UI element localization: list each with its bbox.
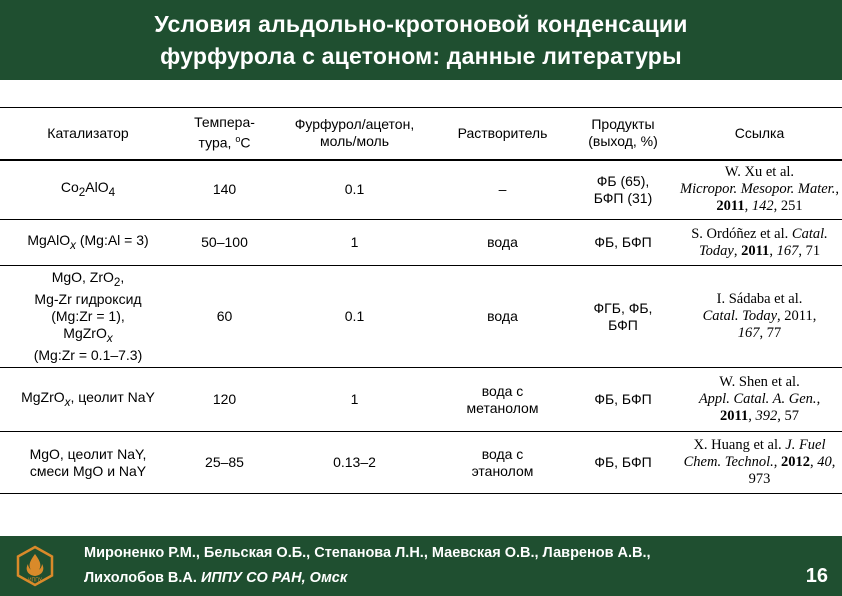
cell-catalyst: MgO, цеолит NaY, смеси MgO и NaY: [0, 432, 176, 494]
header-catalyst: Катализатор: [0, 108, 176, 160]
cell-solvent: вода с метанолом: [436, 368, 569, 432]
cell-temperature: 140: [176, 160, 273, 220]
header-products: Продукты (выход, %): [569, 108, 677, 160]
cell-temperature: 25–85: [176, 432, 273, 494]
table-header-row: [0, 108, 842, 160]
cell-catalyst: MgZrO$_x$, цеолит NaY: [0, 368, 176, 432]
cell-ratio: 0.1: [273, 266, 436, 368]
flame-hexagon-icon: [14, 545, 56, 587]
footer-authors-line-2: Лихолобов В.А. ИППУ СО РАН, Омск: [84, 570, 348, 586]
cell-ratio: 0.13–2: [273, 432, 436, 494]
page-number: 16: [805, 565, 828, 587]
cell-solvent: вода: [436, 220, 569, 266]
cell-reference: W. Xu et al. Micropor. Mesopor. Mater., 2011, 142, 251: [677, 160, 842, 220]
cell-ratio: 1: [273, 368, 436, 432]
header-reference: Ссылка: [677, 108, 842, 160]
cell-catalyst: $Co_2AlO_4$: [0, 160, 176, 220]
cell-temperature: 120: [176, 368, 273, 432]
cell-temperature: 60: [176, 266, 273, 368]
cell-reference: X. Huang et al. J. Fuel Chem. Technol., 2012, 40, 973: [677, 432, 842, 494]
cell-products: ФГБ, ФБ, БФП: [569, 266, 677, 368]
cell-products: ФБ (65), БФП (31): [569, 160, 677, 220]
slide-title-line-2: фурфурола с ацетоном: данные литературы: [160, 43, 682, 69]
cell-products: ФБ, БФП: [569, 368, 677, 432]
logo-text: ИППУ: [28, 577, 42, 584]
header-ratio: Фурфурол/ацетон, моль/моль: [273, 108, 436, 160]
cell-reference: S. Ordóñez et al. Catal. Today, 2011, 167, 71: [677, 220, 842, 266]
slide-title-line-1: Условия альдольно-кротоновой конденсации: [154, 11, 688, 37]
literature-table: [0, 107, 842, 494]
cell-solvent: вода: [436, 266, 569, 368]
cell-catalyst: MgAlO$_x$ (Mg:Al = 3): [0, 220, 176, 266]
footer-authors-line-1: Мироненко Р.М., Бельская О.Б., Степанова Л.Н., Маевская О.В., Лавренов А.В.,: [84, 545, 651, 561]
header-temperature: Темпера- тура, $^о$С: [176, 108, 273, 160]
table-row: [0, 368, 842, 432]
cell-temperature: 50–100: [176, 220, 273, 266]
footer-institute: ИППУ СО РАН, Омск: [200, 570, 348, 586]
header-solvent: Растворитель: [436, 108, 569, 160]
cell-catalyst: MgO, ZrO$_2$, Mg-Zr гидроксид (Mg:Zr = 1), MgZrO$_x$ (Mg:Zr = 0.1–7.3): [0, 266, 176, 368]
cell-solvent: –: [436, 160, 569, 220]
cell-products: ФБ, БФП: [569, 220, 677, 266]
title-bar: [0, 0, 842, 80]
table-row: [0, 266, 842, 368]
table-row: [0, 220, 842, 266]
cell-reference: W. Shen et al. Appl. Catal. A. Gen., 2011, 392, 57: [677, 368, 842, 432]
table-row: [0, 160, 842, 220]
cell-reference: I. Sádaba et al. Catal. Today, 2011, 167, 77: [677, 266, 842, 368]
cell-products: ФБ, БФП: [569, 432, 677, 494]
cell-ratio: 0.1: [273, 160, 436, 220]
table-row: [0, 432, 842, 494]
cell-solvent: вода с этанолом: [436, 432, 569, 494]
cell-ratio: 1: [273, 220, 436, 266]
